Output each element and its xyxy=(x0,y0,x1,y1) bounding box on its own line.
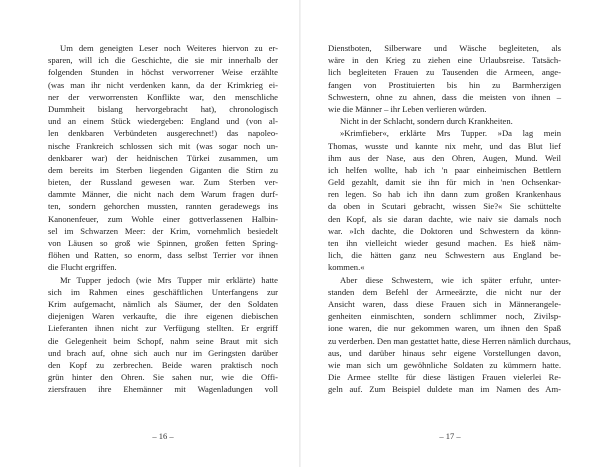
page-number: – 16 – xyxy=(152,431,174,441)
text-line: sich im Rahmen eines geschäftlichen Unterfangens zur xyxy=(48,286,278,297)
text-line: Mr Tupper jedoch (wie Mrs Tupper mir erklärte) hatte xyxy=(60,274,278,285)
text-line: Nicht in der Schlacht, sondern durch Krankheiten. xyxy=(340,116,513,127)
text-line: Aber diese Schwestern, wie ich später erfuhr, unter- xyxy=(340,274,561,285)
text-line: den Kopf, als sie daran dachte, wie naiv sie damals noch xyxy=(328,213,561,224)
text-line: Schwestern, ohne zu ahnen, dass die meisten von ihnen – xyxy=(328,91,561,102)
text-line: Thomas, wusste und kannte nix mehr, und das Blut lief xyxy=(328,140,561,151)
text-line: ren legen. So hab ich ihn dann zum großen Krankenhaus xyxy=(328,189,561,200)
left-page-text xyxy=(48,42,278,395)
text-line: dammte Männer, die nicht nach dem Warum fragen durf- xyxy=(48,189,278,200)
text-line: standen dem Befehl der Armeeärzte, die nicht nur der xyxy=(328,286,561,297)
text-line: Kanonenfeuer, zum Wohle einer gottverlassenen Halbin- xyxy=(48,213,278,224)
text-line: aus, und darüber hinaus sehr eigene Vorstellungen davon, xyxy=(328,347,561,358)
text-line: genheiten einmischten, sondern schlimmer noch, Zivilsp- xyxy=(328,311,561,322)
text-line: Um dem geneigten Leser noch Weiteres hiervon zu er- xyxy=(60,43,278,53)
text-line: und brach auf, ohne sich auch nur im Geringsten darüber xyxy=(48,347,278,358)
text-line: kommen.« xyxy=(328,262,365,273)
text-line: Krim aufgemacht, nämlich als Säumer, der den Soldaten xyxy=(48,298,278,309)
text-line: Geld gezahlt, damit sie ihn für mich in 'nen Ochsenkar- xyxy=(328,177,561,188)
text-line: war. »Ich dachte, die Doktoren und Schwestern da könn- xyxy=(328,225,561,236)
text-line: fangen von Prostituierten bis hin zu Barmherzigen xyxy=(328,79,561,90)
text-line: grün hinter den Ohren. Sie sahen nur, wie die Offi- xyxy=(48,372,278,383)
text-line: den Kopf zu zerbrechen. Beide waren praktisch noch xyxy=(48,359,278,370)
text-line: Dummheit bislang hervorgebracht hat), chronologisch xyxy=(48,103,278,114)
text-line: ziersfrauen ihre Ehemänner mit Wagenladungen voll xyxy=(48,384,278,395)
text-line: wie man sich um gewöhnliche Soldaten zu kümmern hatte. xyxy=(328,359,561,370)
text-line: lich, die hätten ganz neu Schwestern aus England be- xyxy=(328,250,561,261)
right-page-text xyxy=(328,42,571,395)
text-line: Lieferanten ihnen nicht zur Verfügung stellten. Er ergriff xyxy=(48,323,278,334)
text-line: geln auf. Zum Beispiel duldete man im Namen des Am- xyxy=(328,384,561,395)
text-line: ione waren, die nur gekommen waren, um ihnen den Spaß xyxy=(328,323,561,334)
text-line: die Gelegenheit beim Schopf, nahm seine Braut mit sich xyxy=(48,335,278,346)
text-line: ich helfen wollte, hab ich 'n paar einheimischen Bettlern xyxy=(328,164,561,175)
text-line: von Läusen so groß wie Spinnen, großen fetten Spring- xyxy=(48,238,278,248)
text-line: zu verderben. Den man gestattet hatte, diese Herren nämlich durchaus, xyxy=(328,335,571,346)
text-line: dem bereits im Sterben liegenden Giganten die Stirn zu xyxy=(48,164,278,175)
text-line: flöhen und Ratten, so enorm, dass selbst Terrier vor ihnen xyxy=(48,250,278,261)
text-line: die Flucht ergriffen. xyxy=(48,262,117,273)
text-line: Die Armee stellte für diese lästigen Frauen vielerlei Re- xyxy=(328,372,561,383)
text-line: ten, sondern gehorchen mussten, rannten geradewegs ins xyxy=(48,201,278,212)
text-line: ten ihn vielleicht wieder gesund machen. Es hieß näm- xyxy=(328,238,561,248)
text-line: diejenigen Waren verkaufte, die ihre eigenen diebischen xyxy=(48,311,278,322)
text-line: lich begleiteten Frauen zu Tausenden die Armeen, ange- xyxy=(328,67,561,78)
text-line: sel im Schwarzen Meer: der Krim, vornehmlich besiedelt xyxy=(48,225,278,236)
text-line: nische Frankreich schlossen sich mit (was sogar noch un- xyxy=(48,140,278,151)
text-line: Ansicht waren, dass diese Frauen sich in Männerangele- xyxy=(328,298,561,309)
text-line: (was man ihr nicht verdenken kann, da der Krimkrieg ei- xyxy=(48,79,278,90)
text-line: sparen, will ich die Geschichte, die sie mir innerhalb der xyxy=(48,55,278,66)
text-line: wäre in den Krieg zu ziehen eine Urlaubsreise. Tatsäch- xyxy=(328,55,561,66)
text-line: »Krimfieber«, erklärte Mrs Tupper. »Da lag mein xyxy=(340,128,561,139)
text-line: da oben in Scutari gebracht, wissen Sie?« Sie schüttelte xyxy=(328,201,561,212)
text-line: ihm aus der Nase, aus den Ohren, Augen, Mund. Weil xyxy=(328,152,561,163)
text-line: wie die Männer – ihr Leben verlieren würden. xyxy=(328,103,487,114)
text-line: denkbarer war) der heidnischen Türkei zusammen, um xyxy=(48,152,278,163)
text-line: bieten, der Russland gewesen war. Zum Sterben ver- xyxy=(48,177,278,188)
text-line: ner der verworrensten Konflikte war, den menschliche xyxy=(48,91,278,102)
text-line: len denkbaren Verbündeten ausgerechnet!) das napoleo- xyxy=(48,128,278,139)
text-line: folgenden Stunden in höchst verworrener Weise erzählte xyxy=(48,67,278,78)
text-line: und an einem Stück wiedergeben: England und (von al- xyxy=(48,116,278,127)
page-number: – 17 – xyxy=(439,431,461,441)
text-line: Dienstboten, Silberware und Wäsche begleiteten, als xyxy=(328,43,561,53)
